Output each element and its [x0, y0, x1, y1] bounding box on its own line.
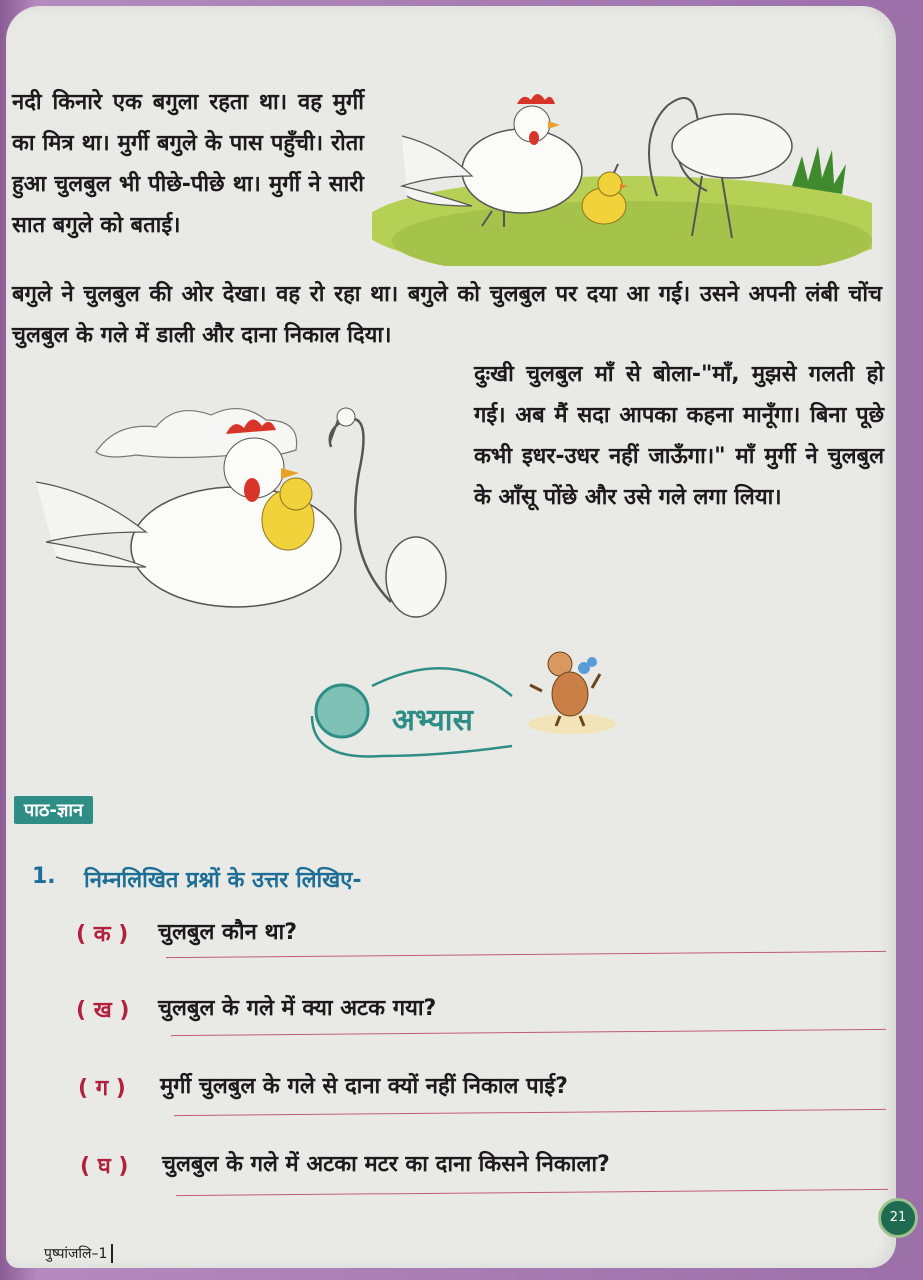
- question-title: निम्नलिखित प्रश्नों के उत्तर लिखिए-: [84, 868, 362, 893]
- page-number-badge: 21: [878, 1198, 918, 1238]
- hen-crane-chick-illustration: [372, 76, 872, 266]
- answer-line[interactable]: [166, 951, 886, 958]
- subquestion-label: ( घ ): [80, 1154, 129, 1179]
- subquestion-text: चुलबुल कौन था?: [158, 920, 298, 945]
- subquestion-label: ( ख ): [76, 998, 130, 1023]
- subquestion-text: चुलबुल के गले में क्या अटक गया?: [158, 996, 437, 1021]
- answer-line[interactable]: [174, 1109, 886, 1116]
- subquestion-text: मुर्गी चुलबुल के गले से दाना क्यों नहीं निकाल पाई?: [160, 1074, 568, 1099]
- story-paragraph-2: बगुले ने चुलबुल की ओर देखा। वह रो रहा था। बगुले को चुलबुल पर दया आ गई। उसने अपनी लंबी चोंच चुलबुल के गले में डाली और दाना निकाल दिया।: [12, 282, 882, 348]
- path-gyan-badge: पाठ-ज्ञान: [14, 796, 93, 824]
- abhyas-title: अभ्यास: [392, 703, 473, 738]
- subquestion-label: ( ग ): [78, 1076, 126, 1101]
- turtle-mascot-icon: [522, 646, 622, 736]
- hen-hugging-chick-illustration: [26, 382, 466, 622]
- answer-line[interactable]: [176, 1189, 888, 1196]
- story-paragraph-1: नदी किनारे एक बगुला रहता था। वह मुर्गी का मित्र था। मुर्गी बगुले के पास पहुँची। रोता हुआ चुलबुल भी पीछे-पीछे था। मुर्गी ने सारी सात बगुले को बताई।: [12, 90, 364, 238]
- book-title-footer: पुष्पांजलि–1: [44, 1244, 113, 1263]
- story-paragraph-3: दुःखी चुलबुल माँ से बोला-"माँ, मुझसे गलती हो गई। अब मैं सदा आपका कहना मानूँगा। बिना पूछे कभी इधर-उधर नहीं जाऊँगा।" माँ मुर्गी ने चुलबुल के आँसू पोंछे और उसे गले लगा लिया।: [474, 362, 884, 510]
- question-number: 1.: [32, 864, 56, 889]
- subquestion-label: ( क ): [76, 922, 129, 947]
- subquestion-text: चुलबुल के गले में अटका मटर का दाना किसने निकाला?: [162, 1152, 610, 1177]
- abhyas-heading: [302, 656, 532, 766]
- answer-line[interactable]: [171, 1029, 886, 1036]
- textbook-page: [6, 6, 896, 1268]
